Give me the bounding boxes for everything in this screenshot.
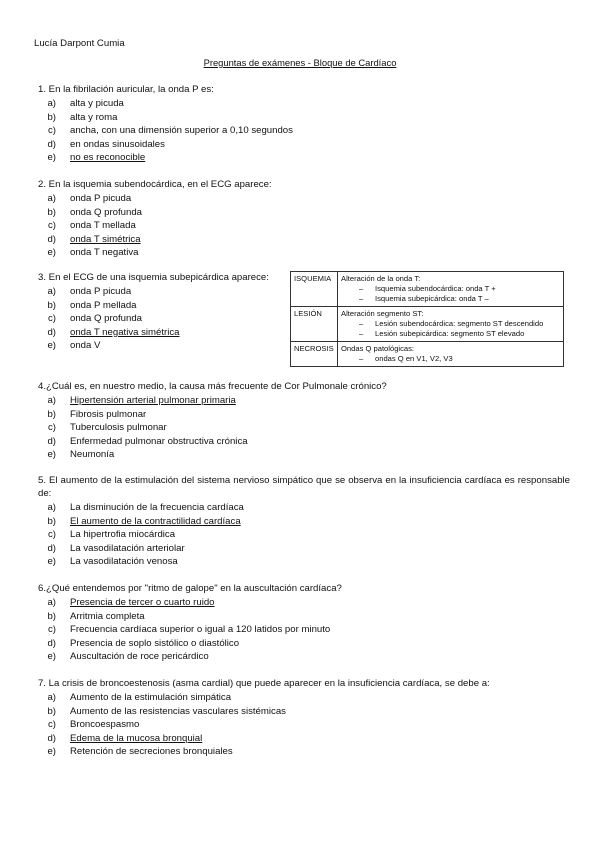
answer-option: [38, 528, 570, 542]
answer-option: [38, 299, 270, 313]
option-letter: a): [47, 286, 56, 297]
option-letter: e): [47, 247, 56, 259]
table-sub-item: [341, 294, 560, 304]
option-list: [38, 394, 570, 462]
option-text: en ondas sinusoidales: [70, 138, 165, 150]
option-text: Fibrosis pulmonar: [70, 408, 147, 420]
table-sub-item-text: Isquemia subendocárdica: onda T +: [375, 284, 496, 293]
option-letter: c): [48, 624, 56, 636]
option-text: Broncoespasmo: [70, 719, 140, 731]
dash-bullet: –: [359, 354, 364, 363]
answer-option: [38, 596, 570, 610]
correct-option-text: Hipertensión arterial pulmonar primaria: [70, 395, 236, 406]
option-text: onda V: [70, 340, 101, 352]
option-letter: e): [47, 746, 56, 758]
option-list: [38, 285, 270, 353]
table-row: [291, 307, 564, 342]
answer-option: [38, 394, 570, 408]
table-sub-item-text: Lesión subepicárdica: segmento ST elevado: [375, 329, 525, 338]
option-letter: d): [47, 138, 56, 150]
option-letter: d): [47, 233, 56, 245]
option-text: ancha, con una dimensión superior a 0,10 segundos: [70, 125, 293, 137]
table-row-key: NECROSIS: [291, 342, 338, 367]
answer-option: [38, 151, 570, 165]
question-stem: 5. El aumento de la estimulación del sistema nervioso simpático que se observa en la insuficiencia cardíaca es responsable de:: [38, 475, 570, 499]
option-letter: a): [47, 98, 56, 109]
option-text: Auscultación de roce pericárdico: [70, 651, 209, 663]
answer-option: [38, 408, 570, 422]
question-7: [38, 677, 570, 759]
option-letter: e): [47, 556, 56, 568]
ecg-summary-table: [290, 271, 564, 367]
option-letter: a): [47, 395, 56, 406]
question-4: [38, 380, 570, 462]
table-sub-item: [341, 329, 560, 339]
option-letter: c): [48, 422, 56, 434]
table-sub-item-text: Isquemia subepicárdica: onda T –: [375, 294, 489, 303]
table-sub-item: [341, 354, 560, 364]
answer-option: [38, 718, 570, 732]
question-2: [38, 178, 570, 260]
option-letter: a): [47, 193, 56, 204]
option-letter: e): [47, 449, 56, 461]
option-letter: e): [47, 340, 56, 352]
option-letter: a): [47, 502, 56, 513]
answer-option: [38, 246, 570, 260]
option-letter: d): [47, 637, 56, 649]
option-text: onda P picuda: [70, 286, 132, 297]
dash-bullet: –: [359, 319, 364, 328]
table-row: [291, 272, 564, 307]
answer-option: [38, 326, 270, 340]
option-letter: d): [47, 435, 56, 447]
correct-option-text: El aumento de la contractilidad cardíaca: [70, 515, 241, 527]
answer-option: [38, 97, 570, 111]
option-text: Aumento de las resistencias vasculares sistémicas: [70, 705, 286, 717]
question-stem: 7. La crisis de broncoestenosis (asma cardial) que puede aparecer en la insuficiencia cardíaca, se debe a:: [38, 678, 490, 689]
table-row-key: ISQUEMIA: [291, 272, 338, 307]
answer-option: [38, 192, 570, 206]
table-sub-item: [341, 319, 560, 329]
option-letter: b): [47, 408, 56, 420]
option-letter: c): [48, 529, 56, 541]
answer-option: [38, 732, 570, 746]
answer-option: [38, 312, 270, 326]
correct-option-text: Presencia de tercer o cuarto ruido: [70, 597, 215, 608]
answer-option: [38, 650, 570, 664]
option-text: Retención de secreciones bronquiales: [70, 746, 233, 758]
option-letter: e): [47, 651, 56, 663]
option-text: La disminución de la frecuencia cardíaca: [70, 502, 244, 513]
option-text: Tuberculosis pulmonar: [70, 422, 167, 434]
answer-option: [38, 421, 570, 435]
option-letter: b): [47, 610, 56, 622]
dash-bullet: –: [359, 284, 364, 293]
option-letter: c): [48, 313, 56, 325]
option-letter: e): [47, 152, 56, 164]
option-letter: a): [47, 597, 56, 608]
answer-option: [38, 705, 570, 719]
question-6: [38, 582, 570, 664]
question-stem: 4.¿Cuál es, en nuestro medio, la causa más frecuente de Cor Pulmonale crónico?: [38, 381, 387, 392]
answer-option: [38, 501, 570, 515]
answer-option: [38, 637, 570, 651]
dash-bullet: –: [359, 329, 364, 338]
option-text: Frecuencia cardíaca superior o igual a 120 latidos por minuto: [70, 624, 331, 636]
option-text: Arritmia completa: [70, 610, 145, 622]
document-title: Preguntas de exámenes - Bloque de Cardíaco: [203, 57, 397, 68]
option-letter: d): [47, 732, 56, 744]
answer-option: [38, 111, 570, 125]
question-stem: 1. En la fibrilación auricular, la onda P es:: [38, 84, 214, 95]
correct-option-text: onda T negativa simétrica: [70, 326, 180, 338]
option-text: La vasodilatación venosa: [70, 556, 178, 568]
answer-option: [38, 448, 570, 462]
option-letter: c): [48, 125, 56, 137]
table-row: [291, 342, 564, 367]
option-letter: c): [48, 719, 56, 731]
table-sub-item: [341, 284, 560, 294]
answer-option: [38, 691, 570, 705]
table-row-content: [338, 342, 564, 367]
answer-option: [38, 339, 270, 353]
option-text: Presencia de soplo sistólico o diastólico: [70, 637, 240, 649]
answer-option: [38, 610, 570, 624]
answer-option: [38, 206, 570, 220]
correct-option-text: Edema de la mucosa bronquial: [70, 732, 203, 744]
question-stem: 6.¿Qué entendemos por "ritmo de galope" en la auscultación cardíaca?: [38, 583, 342, 594]
table-row-content: [338, 272, 564, 307]
option-text: onda P mellada: [70, 299, 137, 311]
option-text: Enfermedad pulmonar obstructiva crónica: [70, 435, 248, 447]
table-row-key: LESIÓN: [291, 307, 338, 342]
answer-option: [38, 542, 570, 556]
answer-option: [38, 138, 570, 152]
table-row-heading: Alteración de la onda T:: [341, 274, 421, 283]
option-letter: d): [47, 326, 56, 338]
option-list: [38, 501, 570, 569]
table-row-heading: Ondas Q patológicas:: [341, 344, 415, 353]
option-text: onda T negativa: [70, 247, 139, 259]
answer-option: [38, 124, 570, 138]
option-list: [38, 596, 570, 664]
option-text: onda Q profunda: [70, 313, 143, 325]
question-5: [38, 474, 570, 569]
answer-option: [38, 623, 570, 637]
option-text: La vasodilatación arteriolar: [70, 542, 185, 554]
answer-option: [38, 555, 570, 569]
table-sub-item-text: ondas Q en V1, V2, V3: [375, 354, 453, 363]
option-letter: b): [47, 515, 56, 527]
option-letter: a): [47, 692, 56, 703]
author-name: Lucía Darpont Cumia: [34, 38, 125, 49]
option-letter: b): [47, 705, 56, 717]
option-text: alta y picuda: [70, 98, 124, 109]
table-sub-item-text: Lesión subendocárdica: segmento ST descendido: [375, 319, 544, 328]
question-stem: 2. En la isquemia subendocárdica, en el ECG aparece:: [38, 179, 272, 190]
answer-option: [38, 285, 270, 299]
answer-option: [38, 745, 570, 759]
option-text: La hipertrofia miocárdica: [70, 529, 176, 541]
option-text: onda P picuda: [70, 193, 132, 204]
table-row-heading: Alteración segmento ST:: [341, 309, 424, 318]
option-list: [38, 192, 570, 260]
option-text: onda T mellada: [70, 220, 136, 232]
option-letter: b): [47, 111, 56, 123]
correct-option-text: onda T simétrica: [70, 233, 141, 245]
option-letter: b): [47, 299, 56, 311]
option-letter: b): [47, 206, 56, 218]
option-text: Neumonía: [70, 449, 115, 461]
question-1: [38, 83, 570, 165]
option-list: [38, 97, 570, 165]
question-3: [38, 271, 270, 353]
table-row-content: [338, 307, 564, 342]
option-text: onda Q profunda: [70, 206, 143, 218]
option-list: [38, 691, 570, 759]
option-text: Aumento de la estimulación simpática: [70, 692, 232, 703]
option-text: alta y roma: [70, 111, 118, 123]
answer-option: [38, 435, 570, 449]
option-letter: d): [47, 542, 56, 554]
dash-bullet: –: [359, 294, 364, 303]
question-stem: 3. En el ECG de una isquemia subepicárdica aparece:: [38, 272, 269, 283]
option-letter: c): [48, 220, 56, 232]
answer-option: [38, 219, 570, 233]
answer-option: [38, 233, 570, 247]
correct-option-text: no es reconocible: [70, 152, 146, 164]
answer-option: [38, 515, 570, 529]
